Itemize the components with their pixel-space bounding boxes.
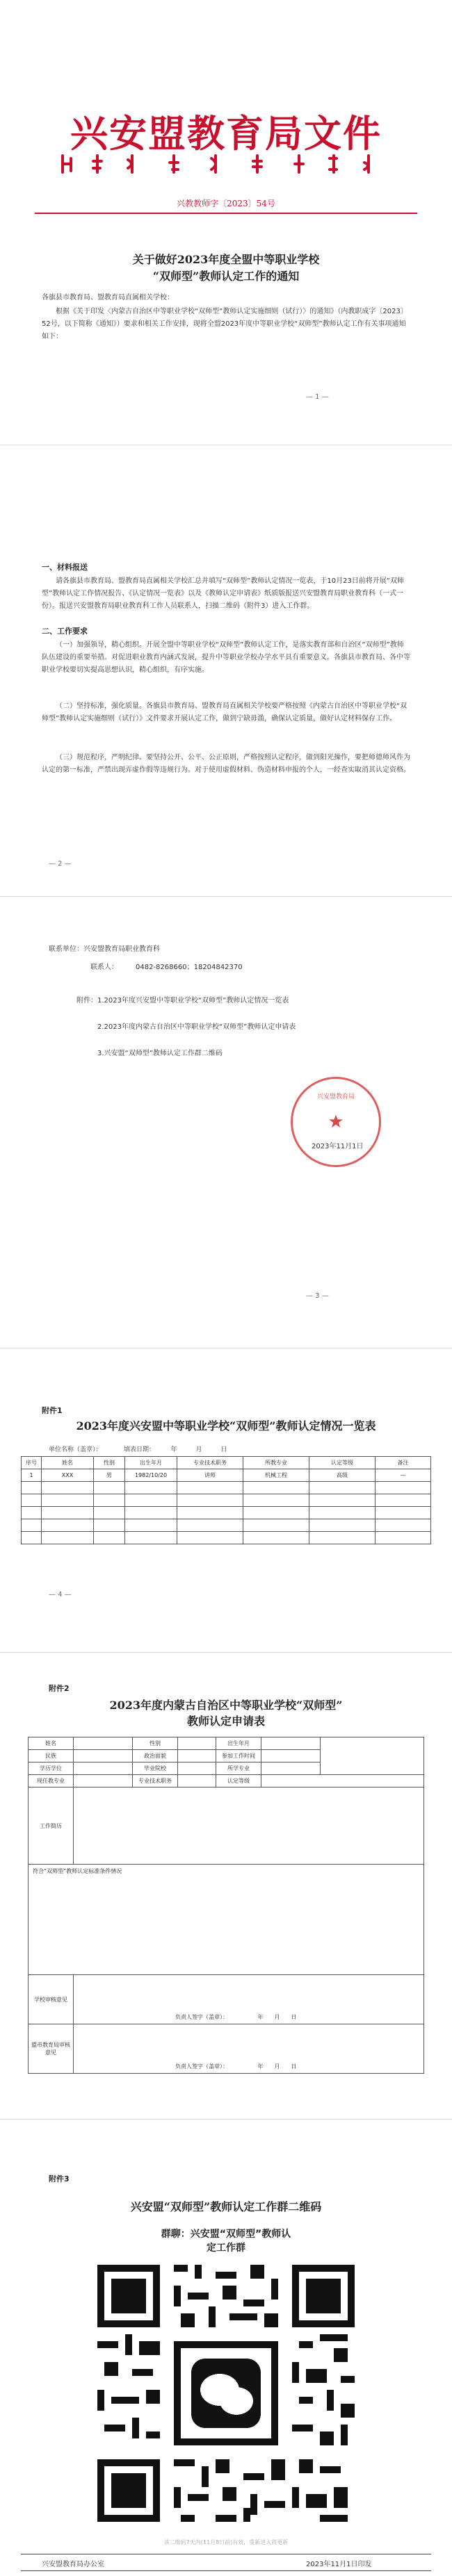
- page-break: [0, 1652, 452, 1653]
- table-row: [22, 1519, 431, 1532]
- seal-star-icon: ★: [328, 1112, 344, 1132]
- table-header-row: [22, 1457, 431, 1469]
- attachment1-title: 2023年度兴安盟中等职业学校“双师型”教师认定情况一览表: [76, 1419, 376, 1433]
- notice-title-line1: 关于做好2023年度全盟中等职业学校: [132, 253, 320, 266]
- form-row: [29, 1787, 424, 1865]
- red-divider: [35, 213, 417, 214]
- table-cell: 高级: [309, 1469, 376, 1482]
- qr-code-image: [90, 2258, 362, 2529]
- form-label: 现任教专业: [29, 1775, 74, 1787]
- notice-paragraph-1: 根据《关于印发〈内蒙古自治区中等职业学校“双师型”教师认定实施细则（试行）〉的通知》（内教职成字〔2023〕52号，以下简称《通知》）要求和相关工作安排，现将全盟2023年度中等职业学校“双师型”教师认定工作有关事项通知如下：: [42, 308, 407, 340]
- form-label: 民族: [29, 1750, 74, 1762]
- seal-org-name: 兴安盟教育局: [316, 1093, 355, 1100]
- form-label: 参加工作时间: [216, 1750, 261, 1762]
- addressee: 各旗县市教育局、盟教育局直属相关学校：: [42, 294, 174, 302]
- form-label: 学校审核意见: [29, 1975, 74, 2024]
- school-sign-date: 年 月 日: [257, 2014, 297, 2020]
- materials-paragraph: 请各旗县市教育局、盟教育局直属相关学校汇总并填写“双师型”教师认定情况一览表，于10月23日前将开展“双师型”教师认定工作情况报告、《认定情况一览表》以及《教师认定申请表》纸质版报送兴安盟教育局职业教育科（一式一份）。报送兴安盟教育局职业教育科工作人员联系人，扫描二维码（附件3）进入工作群。: [42, 577, 404, 610]
- table-row: [22, 1469, 431, 1482]
- attachment3-title: 兴安盟“双师型”教师认定工作群二维码: [130, 2200, 322, 2213]
- page-number-4: — 4 —: [49, 1591, 72, 1599]
- attachment1-unit-line: 单位名称（盖章）： 填表日期： 年 月 日: [49, 1446, 227, 1453]
- footer-issuer: 兴安盟教育局办公室: [42, 2561, 104, 2568]
- form-label: 工作简历: [29, 1787, 74, 1865]
- document-header-title: 兴安盟教育局文件: [70, 111, 382, 156]
- page-number-3: — 3 —: [306, 1292, 329, 1300]
- section-heading-requirements: 二、工作要求: [42, 627, 88, 636]
- bureau-sign-date: 年 月 日: [257, 2063, 297, 2070]
- table-header-cell: 性别: [94, 1457, 125, 1469]
- bureau-sign-label: 负责人签字（盖章）：: [175, 2063, 228, 2070]
- form-label: 学历学位: [29, 1762, 74, 1775]
- table-cell: 讲师: [177, 1469, 243, 1482]
- document-number: 兴教教师字〔2023〕54号: [177, 199, 275, 208]
- attachment1-table: [21, 1456, 431, 1544]
- table-cell: XXX: [42, 1469, 94, 1482]
- attachments-label: 附件：: [76, 997, 97, 1005]
- form-label: 政治面貌: [133, 1750, 178, 1762]
- attachment2-title-line2: 教师认定申请表: [186, 1715, 265, 1728]
- form-criteria-cell: 符合“双师型”教师认定标准条件情况: [29, 1865, 424, 1975]
- table-cell: 1: [22, 1469, 42, 1482]
- attachment1-label: 附件1: [42, 1406, 63, 1415]
- form-label: 专业技术职务: [133, 1775, 178, 1787]
- footer-print-date: 2023年11月1日印发: [306, 2561, 372, 2568]
- attachment-item-2: 2.2023年度内蒙古自治区中等职业学校“双师型”教师认定申请表: [97, 1023, 296, 1031]
- table-header-cell: 姓名: [42, 1457, 94, 1469]
- form-label: 毕业院校: [133, 1762, 178, 1775]
- official-seal: [291, 1077, 381, 1167]
- photo-box: [321, 1737, 424, 1775]
- requirement-3: （三）规范程序，严明纪律。要坚持公开、公平、公正原则，严格按照认定程序，做到阳光操作，要把师德师风作为认定的第一标准，严禁出现弄虚作假等违规行为。对于使用虚假材料、伪造材料申报的个人，一经查实取消其认定资格。: [42, 754, 410, 774]
- attachment2-title: [28, 1696, 424, 1728]
- group-name-line2: 定工作群: [207, 2243, 245, 2254]
- page-break: [0, 2119, 452, 2120]
- page-number-1: — 1 —: [306, 393, 329, 401]
- form-label: 姓名: [29, 1737, 74, 1750]
- requirement-1: （一）加强领导，精心组织。开展全盟中等职业学校“双师型”教师认定工作，是落实教育部和自治区“双师型”教师队伍建设的重要举措。对促进职业教育内涵式发展，提升中等职业学校办学水平具有重要意义。各旗县市教育局、各中等职业学校要切实提高思想认识，精心组织，有序实施。: [42, 641, 410, 674]
- table-cell: 1982/10/20: [125, 1469, 177, 1482]
- table-row: [22, 1532, 431, 1544]
- table-header-cell: 序号: [22, 1457, 42, 1469]
- contact-department: 联系单位：兴安盟教育局职业教育科: [49, 946, 160, 953]
- table-cell: 男: [94, 1469, 125, 1482]
- form-row: [29, 1737, 424, 1750]
- qr-expiry-caption: 该二维码7天内(11月8日前)有效，重新进入将更新: [163, 2539, 289, 2545]
- attachment3-label: 附件3: [49, 2174, 70, 2183]
- form-row: [29, 1865, 424, 1975]
- table-header-cell: 专业技术职务: [177, 1457, 243, 1469]
- attachment-item-3: 3.兴安盟“双师型”教师认定工作群二维码: [97, 1050, 223, 1057]
- table-header-cell: 所教专业: [243, 1457, 309, 1469]
- attachment2-title-line1: 2023年度内蒙古自治区中等职业学校“双师型”: [109, 1699, 343, 1712]
- attachment-item-1: 1.2023年度兴安盟中等职业学校“双师型”教师认定情况一览表: [97, 997, 289, 1005]
- requirement-2: （二）坚持标准，强化质量。各旗县市教育局、盟教育局直属相关学校要严格按照《内蒙古自治区中等职业学校“双师型”教师认定实施细则（试行）》文件要求开展认定工作，做到宁缺毋滥，确保认定质量，做好认定材料保存工作。: [42, 702, 407, 723]
- notice-title-line2: “双师型”教师认定工作的通知: [152, 270, 300, 283]
- group-name: [132, 2227, 320, 2255]
- table-header-cell: 认定等级: [309, 1457, 376, 1469]
- form-row: [29, 2024, 424, 2074]
- table-row: [22, 1494, 431, 1507]
- notice-title: [42, 251, 410, 285]
- table-row: [22, 1507, 431, 1519]
- attachment2-label: 附件2: [49, 1684, 70, 1693]
- table-cell: 机械工程: [243, 1469, 309, 1482]
- table-row: [22, 1482, 431, 1494]
- contact-info: 联系人： 0482-8268660；18204842370: [90, 964, 243, 971]
- form-label: 性别: [133, 1737, 178, 1750]
- form-label: 所学专业: [216, 1762, 261, 1775]
- form-label: 认定等级: [216, 1775, 261, 1787]
- page-number-2: — 2 —: [49, 860, 72, 868]
- group-name-line1: 群聊：兴安盟“双师型”教师认: [161, 2229, 291, 2240]
- form-row: [29, 1775, 424, 1787]
- page-break: [0, 896, 452, 897]
- form-label: 出生年月: [216, 1737, 261, 1750]
- table-cell: —: [376, 1469, 431, 1482]
- issue-date: 2023年11月1日: [312, 1143, 364, 1150]
- table-header-cell: 备注: [376, 1457, 431, 1469]
- table-header-cell: 出生年月: [125, 1457, 177, 1469]
- attachment2-form: [28, 1737, 424, 2074]
- form-label: 盟市教育局审核意见: [29, 2024, 74, 2074]
- mongolian-script-heading: [56, 153, 396, 175]
- section-heading-materials: 一、材料报送: [42, 563, 88, 572]
- form-row: [29, 1975, 424, 2024]
- footer-bottom-rule: [21, 2570, 431, 2571]
- school-sign-label: 负责人签字（盖章）：: [175, 2014, 228, 2020]
